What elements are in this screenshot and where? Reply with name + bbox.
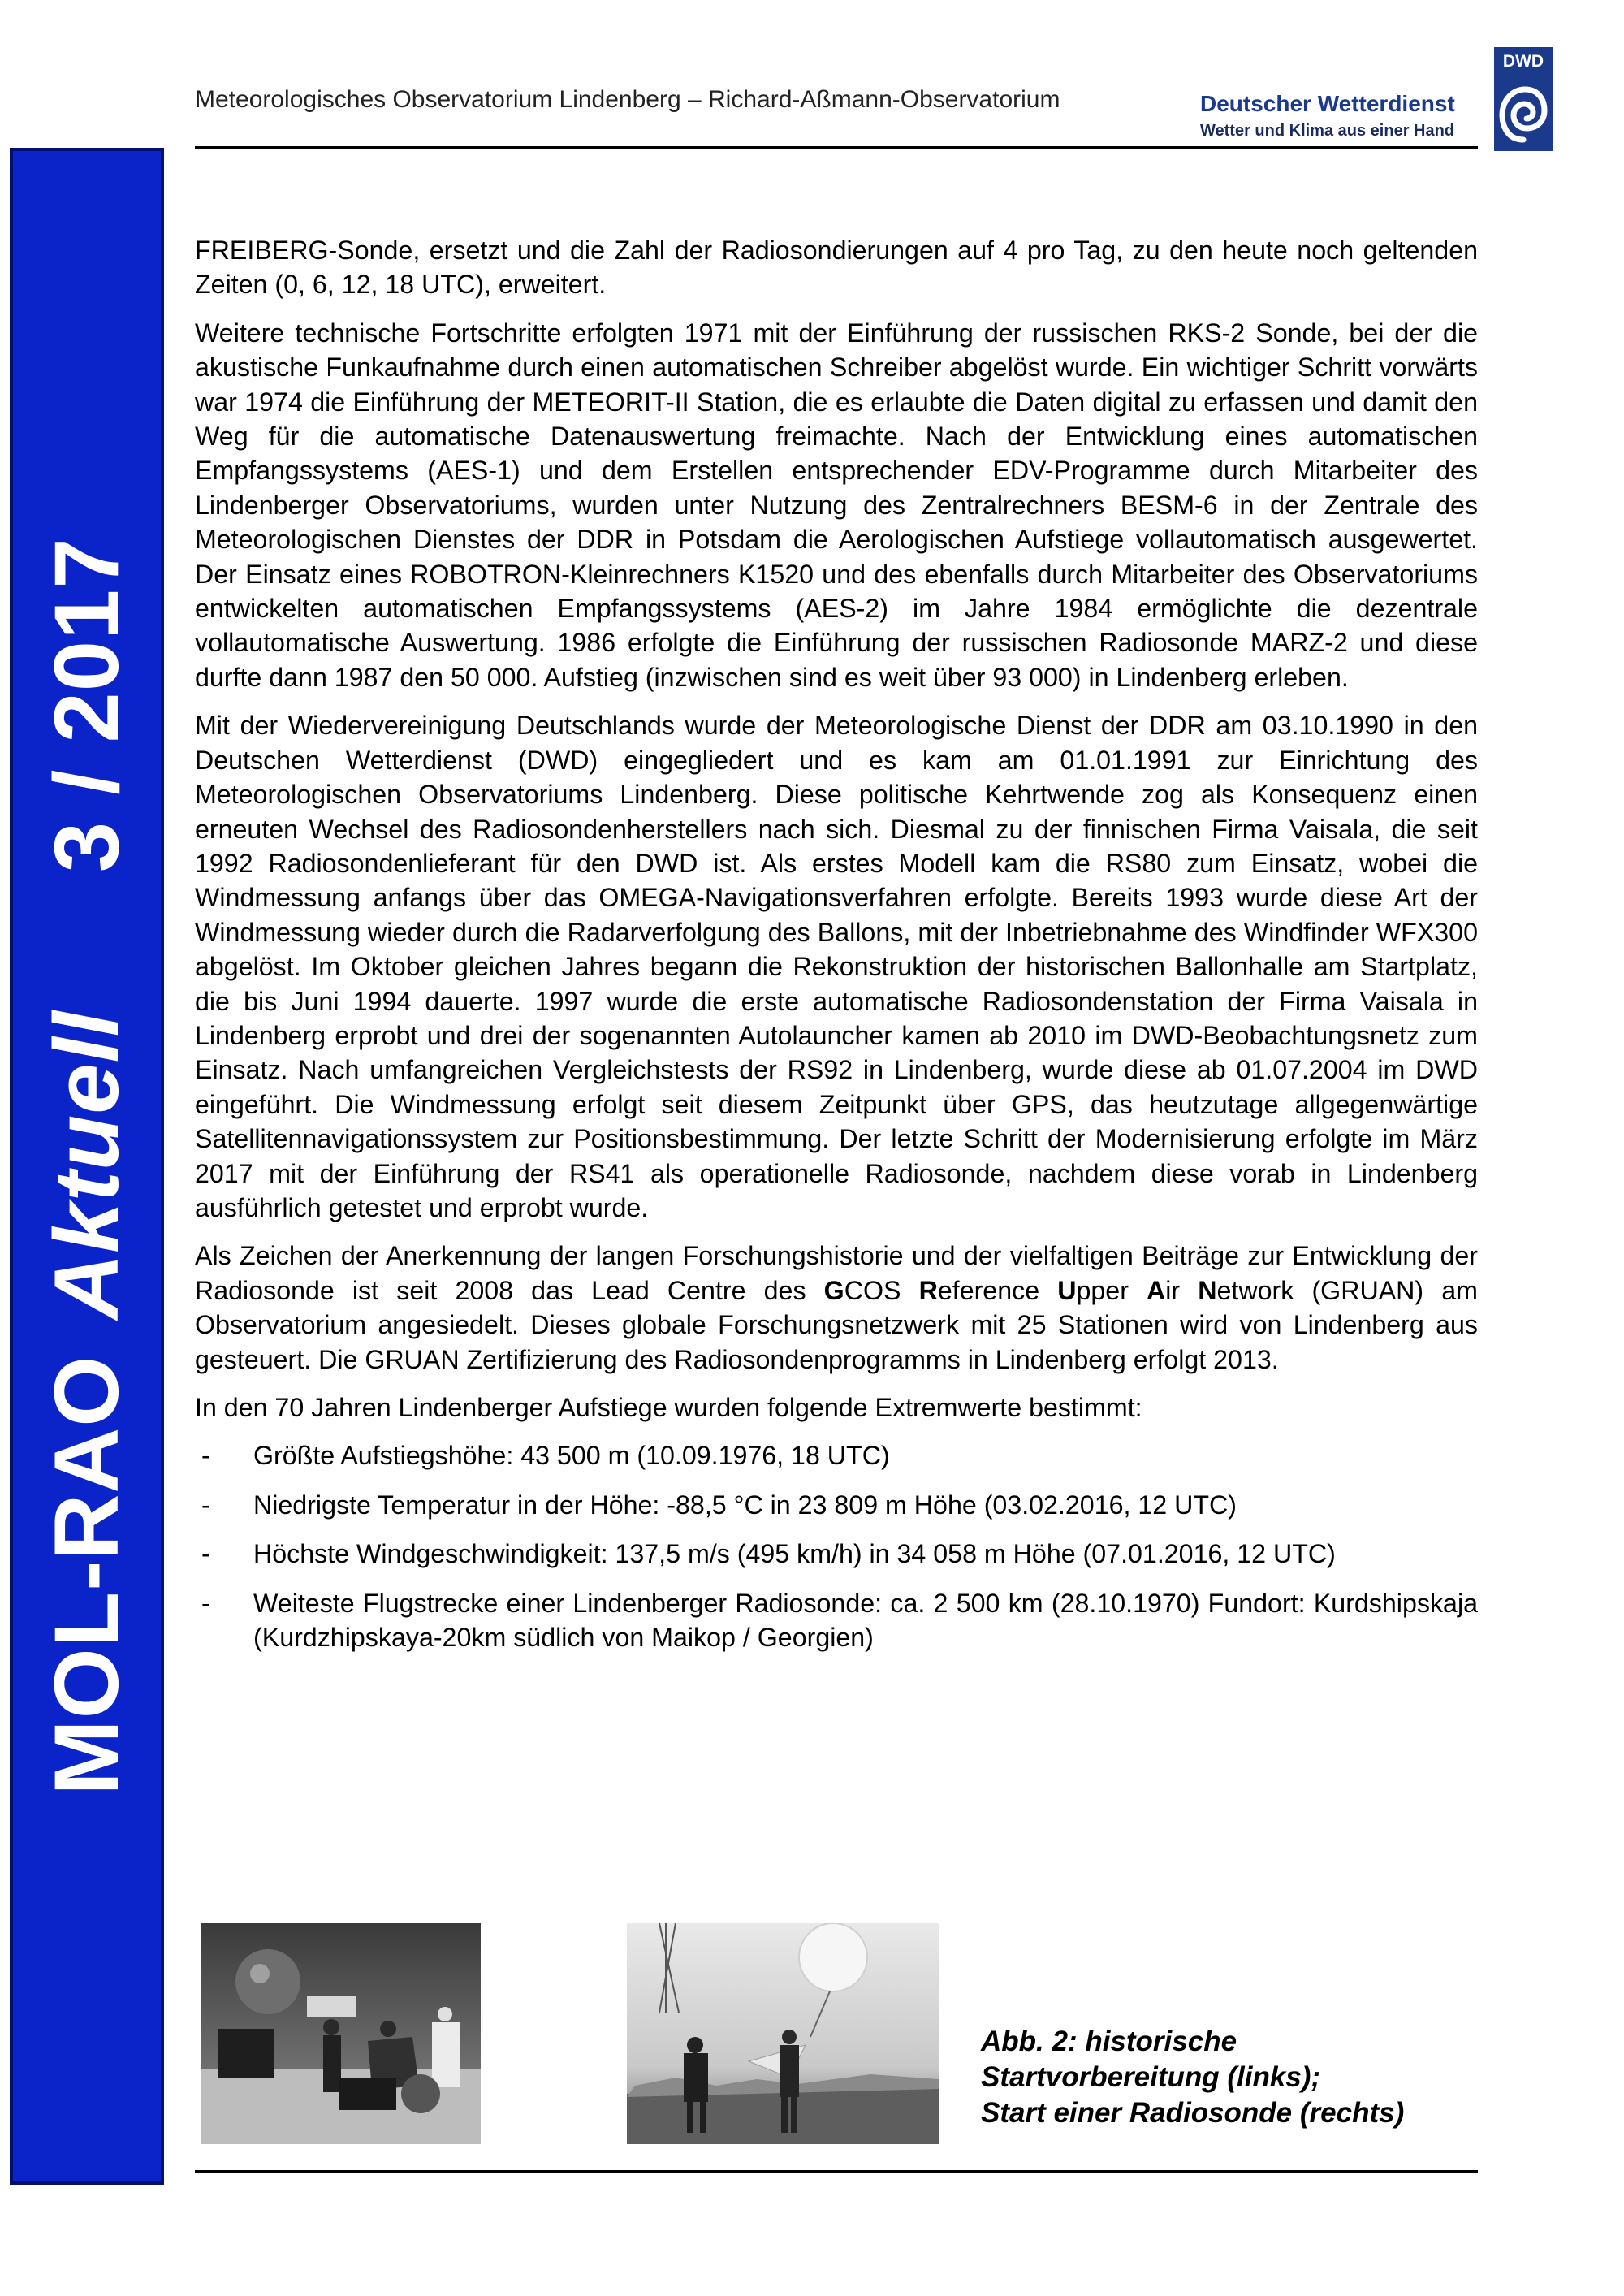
org-name: Deutscher Wetterdienst [1200, 91, 1455, 116]
paragraph: FREIBERG-Sonde, ersetzt und die Zahl der Radiosondierungen auf 4 pro Tag, zu den heute noch geltenden Zeiten (0, 6, 12, 18 UTC), erweitert. [195, 236, 1478, 300]
list-item: - Größte Aufstiegshöhe: 43 500 m (10.09.1976, 18 UTC) [201, 1441, 890, 1471]
caption-line: Abb. 2: historische [981, 2026, 1237, 2057]
paragraph: Weitere technische Fortschritte erfolgten 1971 mit der Einführung der russischen RKS-2 Sonde, bei der die akustische Funkaufnahme durch einen automatischen Schreiber abgelöst wurde. Ein wichtiger Schritt vorwärts war 1974 die Einführung der METEORIT-II Station, die es erlaubte die Daten digital zu erfassen und damit den Weg für die automatische Datenauswertung freimachte. Nach der Entwicklung eines automatischen Empfangssystems (AES-1) und dem Erstellen entsprechender EDV-Programme durch Mitarbeiter des Lindenberger Observatoriums, wurden unter Nutzung des Zentralrechners BESM-6 in der Zentrale des Meteorologischen Dienstes der DDR in Potsdam die Aerologischen Aufstiege vollautomatisch ausgewertet. Der Einsatz eines ROBOTRON-Kleinrechners K1520 und des ebenfalls durch Mitarbeiter des Observatoriums entwickelten automatischen Empfangssystems (AES-2) im Jahre 1984 ermöglichte die dezentrale vollautomatische Auswertung. 1986 erfolgte die Einführung der russischen Radiosonde MARZ-2 und diese durfte dann 1987 den 50 000. Aufstieg (inzwischen sind es weit über 93 000) in Lindenberg erleben. [195, 318, 1478, 692]
header-title: Meteorologisches Observatorium Lindenberg – Richard-Aßmann-Observatorium [195, 86, 1060, 113]
header-rule [195, 146, 1478, 149]
photo-radiosonde-launch [627, 1923, 939, 2144]
extremes-list [195, 1438, 1478, 1654]
list-item: - Höchste Windgeschwindigkeit: 137,5 m/s (495 km/h) in 34 058 m Höhe (07.01.2016, 12 UTC) [201, 1539, 1336, 1569]
photo-historic-preparation [201, 1923, 481, 2144]
dwd-logo-text: DWD [1502, 52, 1544, 71]
org-slogan: Wetter und Klima aus einer Hand [1200, 122, 1455, 140]
caption-line: Startvorbereitung (links); [981, 2061, 1321, 2093]
figure-caption [981, 2024, 1404, 2131]
footer-rule [195, 2170, 1478, 2173]
swirl-icon [1499, 83, 1548, 146]
sidebar-title-regular: MOL-RAO [36, 1355, 137, 1796]
list-item: - Weiteste Flugstrecke einer Lindenberger Radiosonde: ca. 2 500 km (28.10.1970) Fundort: Kurdshipskaja (Kurdzhipskaya-20km südlich von Maikop / Georgien) [201, 1588, 1478, 1653]
sidebar-banner [10, 148, 164, 2185]
dwd-logo [1494, 47, 1553, 151]
sidebar-title [36, 537, 137, 1796]
paragraph-gruan: Als Zeichen der Anerkennung der langen Forschungshistorie und der vielfaltigen Beiträge zur Entwicklung der Radiosonde ist seit 2008 das Lead Centre des GCOS Reference Upper Air Network (GRUAN) am Observatorium angesiedelt. Dieses globale Forschungsnetzwerk mit 25 Stationen wird von Lindenberg aus gesteuert. Die GRUAN Zertifizierung des Radiosondenprogramms in Lindenberg erfolgt 2013. [195, 1241, 1478, 1374]
sidebar-title-italic: Aktuell [36, 1010, 137, 1320]
paragraph: Mit der Wiedervereinigung Deutschlands wurde der Meteorologische Dienst der DDR am 03.10.1990 in den Deutschen Wetterdienst (DWD) eingegliedert und es kam am 01.01.1991 zur Einrichtung des Meteorologischen Observatoriums Lindenberg. Diese politische Kehrtwende zog als Konsequenz einen erneuten Wechsel des Radiosondenherstellers nach sich. Diesmal zu der finnischen Firma Vaisala, die seit 1992 Radiosondenlieferant für den DWD ist. Als erstes Modell kam die RS80 zum Einsatz, wobei die Windmessung anfangs über das OMEGA-Navigationsverfahren erfolgte. Bereits 1993 wurde diese Art der Windmessung wieder durch die Radarverfolgung des Ballons, mit der Inbetriebnahme des Windfinder WFX300 abgelöst. Im Oktober gleichen Jahres begann die Rekonstruktion der historischen Ballonhalle am Startplatz, die bis Juni 1994 dauerte. 1997 wurde die erste automatische Radiosondenstation der Firma Vaisala in Lindenberg erprobt und drei der sogenannten Autolauncher kamen ab 2010 im DWD-Beobachtungsnetz zum Einsatz. Nach umfangreichen Vergleichstests der RS92 in Lindenberg, wurde diese ab 01.07.2004 im DWD eingeführt. Die Windmessung erfolgt seit diesem Zeitpunkt über GPS, das heutzutage allgegenwärtige Satellitennavigationssystem zur Positionsbestimmung. Der letzte Schritt der Modernisierung erfolgte im März 2017 mit der Einführung der RS41 als operationelle Radiosonde, nachdem diese vorab in Lindenberg ausführlich getestet und erprobt wurde. [195, 711, 1478, 1222]
article-body [195, 233, 1478, 1669]
sidebar-issue: 3 / 2017 [36, 537, 137, 873]
caption-line: Start einer Radiosonde (rechts) [981, 2097, 1405, 2129]
list-item: - Niedrigste Temperatur in der Höhe: -88,5 °C in 23 809 m Höhe (03.02.2016, 12 UTC) [201, 1490, 1237, 1520]
paragraph: In den 70 Jahren Lindenberger Aufstiege wurden folgende Extremwerte bestimmt: [195, 1393, 1142, 1422]
